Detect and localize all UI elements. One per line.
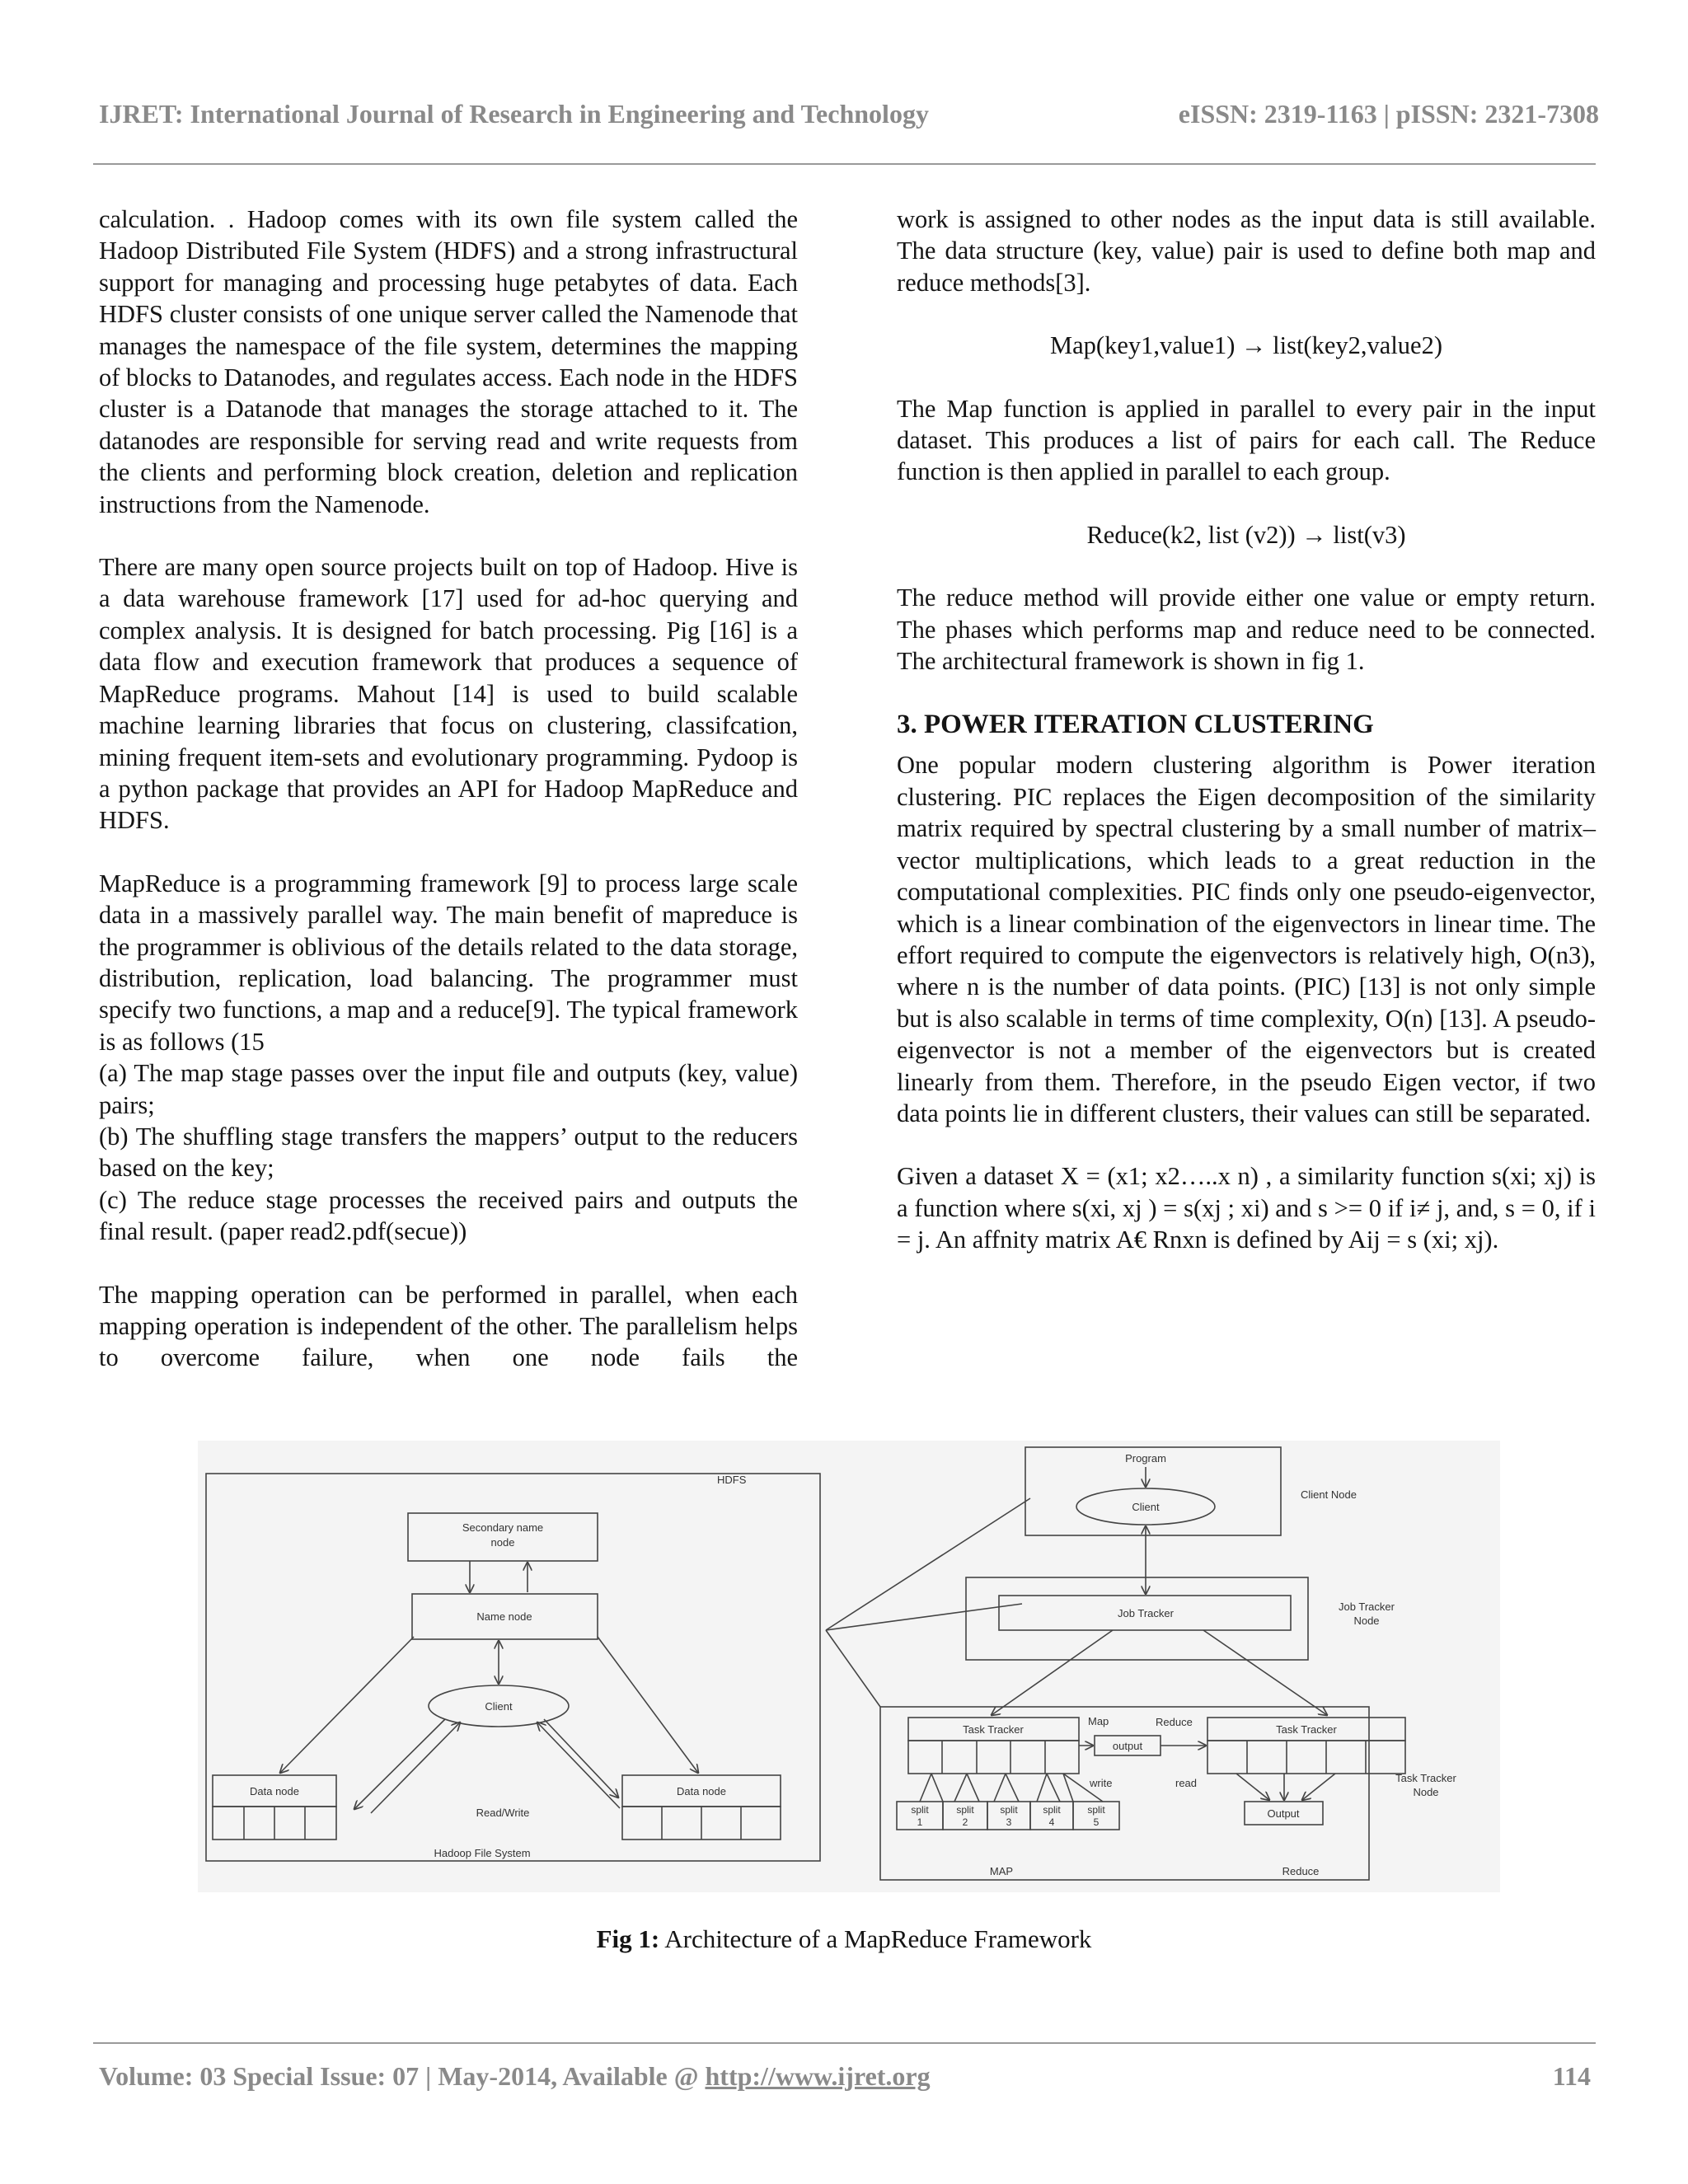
read-label: read — [1175, 1777, 1198, 1789]
data-node-right-label: Data node — [677, 1785, 726, 1797]
map-section-label: MAP — [989, 1865, 1014, 1877]
header-rule — [93, 163, 1596, 165]
read-write-label: Read/Write — [476, 1807, 530, 1819]
issn: eISSN: 2319-1163 | pISSN: 2321-7308 — [1178, 99, 1599, 129]
caption-label: Fig 1: — [596, 1924, 660, 1953]
split-number: 5 — [1093, 1816, 1100, 1828]
reduce-arrow-label: Reduce — [1156, 1716, 1193, 1728]
client-label: Client — [1132, 1501, 1160, 1513]
task-tracker-right-lower — [1207, 1741, 1405, 1774]
architecture-figure — [198, 1441, 1500, 1892]
paragraph: One popular modern clustering algorithm is Power iteration clustering. PIC replaces the Eigen decomposition of the similarity matrix required by spectral clustering by a small number of matrix–vector multiplications, which leads to a great reduction in the computational complexities. PIC finds only one pseudo-eigenvector, which is a linear combination of the eigenvectors in linear time. The effort required to compute the eigenvectors is relatively high, O(n3), where n is the number of data points. (PIC) [13] is not only simple but is also scalable in terms of time complexity, O(n) [13]. A pseudo-eigenvector is not a member of the eigenvectors but is created linearly from them. Therefore, in the pseudo Eigen vector, if two data points lie in different clusters, their values can still be separated. — [897, 751, 1596, 1127]
write-label: write — [1090, 1777, 1113, 1789]
split-label: split — [1087, 1804, 1105, 1816]
paragraph: The mapping operation can be performed in parallel, when each mapping operation is independent of the other. The parallelism helps to overcome failure, when one node fails the — [99, 1280, 798, 1372]
map-formula: Map(key1,value1) → list(key2,value2) — [1050, 331, 1442, 360]
list-item: (a) The map stage passes over the input file and outputs (key, value) pairs; — [99, 1059, 798, 1119]
right-column — [897, 204, 1596, 1256]
data-node-left-label: Data node — [250, 1785, 299, 1797]
split-label: split — [956, 1804, 974, 1816]
split-label: split — [1043, 1804, 1061, 1816]
hadoop-file-system-label: Hadoop File System — [434, 1847, 531, 1859]
task-tracker-reduce-label: Task Tracker — [1276, 1723, 1337, 1736]
page-number: 114 — [1552, 2061, 1591, 2091]
split-number: 2 — [962, 1816, 968, 1828]
map-arrow-label: Map — [1088, 1715, 1109, 1727]
job-tracker-node-label-2: Node — [1353, 1615, 1380, 1627]
secondary-name-node-label: Secondary name — [462, 1521, 544, 1534]
paragraph: MapReduce is a programming framework [9] to process large scale data in a massively parallel way. The main benefit of mapreduce is the programmer is oblivious of the details related to the data storage, distribution, replication, load balancing. The programmer must specify two functions, a map and a reduce[9]. The typical framework is as follows (15 — [99, 869, 798, 1056]
split-number: 3 — [1006, 1816, 1012, 1828]
task-tracker-node-label: Task Tracker — [1395, 1772, 1456, 1784]
journal-title: IJRET: International Journal of Research in Engineering and Technology — [99, 99, 929, 129]
split-label: split — [1000, 1804, 1018, 1816]
paragraph: calculation. . Hadoop comes with its own file system called the Hadoop Distributed File System (HDFS) and a strong infrastructural support for managing and processing huge petabytes of data. Each HDFS cluster consists of one unique server called the Namenode that manages the namespace of the file system, determines the mapping of blocks to Datanodes, and regulates access. Each node in the HDFS cluster is a Datanode that manages the storage attached to it. The datanodes are responsible for serving read and write requests from the clients and performing block creation, deletion and replication instructions from the Namenode. — [99, 205, 798, 518]
section-heading: 3. POWER ITERATION CLUSTERING — [897, 710, 1374, 740]
paragraph: work is assigned to other nodes as the input data is still available. The data structure (key, value) pair is used to define both map and reduce methods[3]. — [897, 205, 1596, 297]
program-label: Program — [1125, 1452, 1166, 1465]
paragraph: The Map function is applied in parallel to every pair in the input dataset. This produces a list of pairs for each call. The Reduce function is then applied in parallel to each group. — [897, 394, 1596, 486]
footer-rule — [93, 2042, 1596, 2044]
task-tracker-node-label-2: Node — [1413, 1786, 1439, 1798]
job-tracker-node-label: Job Tracker — [1339, 1601, 1395, 1613]
paragraph: There are many open source projects built on top of Hadoop. Hive is a data warehouse framework [17] used for ad-hoc querying and complex analysis. It is designed for batch processing. Pig [16] is a data flow and execution framework that produces a sequence of MapReduce programs. Mahout [14] is used to build scalable machine learning libraries that focus on clustering, classifcation, mining frequent item-sets and evolutionary programming. Pydoop is a python package that provides an API for Hadoop MapReduce and HDFS. — [99, 553, 798, 835]
split-number: 4 — [1048, 1816, 1055, 1828]
paragraph: Given a dataset X = (x1; x2…..x n) , a similarity function s(xi; xj) is a function where s(xi, xj ) = s(xj ; xi) and s >= 0 if i≠ j, and, s = 0, if i = j. An affnity matrix A€ Rnxn is defined by Aij = s (xi; xj). — [897, 1162, 1596, 1254]
figure-caption — [0, 1924, 1688, 1954]
name-node-label: Name node — [476, 1610, 532, 1623]
left-column — [99, 204, 798, 1374]
task-tracker-left-lower — [908, 1741, 1079, 1774]
list-item: (b) The shuffling stage transfers the mappers’ output to the reducers based on the key; — [99, 1122, 798, 1183]
caption-text: Architecture of a MapReduce Framework — [659, 1924, 1092, 1953]
split-number: 1 — [917, 1816, 923, 1828]
journal-link[interactable]: http://www.ijret.org — [705, 2061, 931, 2091]
list-item: (c) The reduce stage processes the received pairs and outputs the final result. (paper read2.pdf(secue)) — [99, 1185, 798, 1246]
hdfs-client-label: Client — [485, 1700, 513, 1713]
task-tracker-map-label: Task Tracker — [963, 1723, 1024, 1736]
mapreduce-diagram — [198, 1441, 1500, 1892]
split-label: split — [911, 1804, 929, 1816]
job-tracker-label: Job Tracker — [1118, 1607, 1174, 1619]
reduce-section-label: Reduce — [1282, 1865, 1320, 1877]
paragraph: The reduce method will provide either one value or empty return. The phases which performs map and reduce need to be connected. The architectural framework is shown in fig 1. — [897, 583, 1596, 676]
footer-volume — [99, 2061, 931, 2092]
output-label: Output — [1267, 1807, 1300, 1820]
footer-volume-text: Volume: 03 Special Issue: 07 | May-2014, Available @ — [99, 2061, 706, 2091]
reduce-formula: Reduce(k2, list (v2)) → list(v3) — [1086, 520, 1406, 549]
secondary-name-node-label-2: node — [490, 1536, 515, 1549]
client-node-label: Client Node — [1301, 1488, 1357, 1501]
hdfs-label: HDFS — [717, 1474, 747, 1486]
output-box-label: output — [1112, 1740, 1143, 1752]
